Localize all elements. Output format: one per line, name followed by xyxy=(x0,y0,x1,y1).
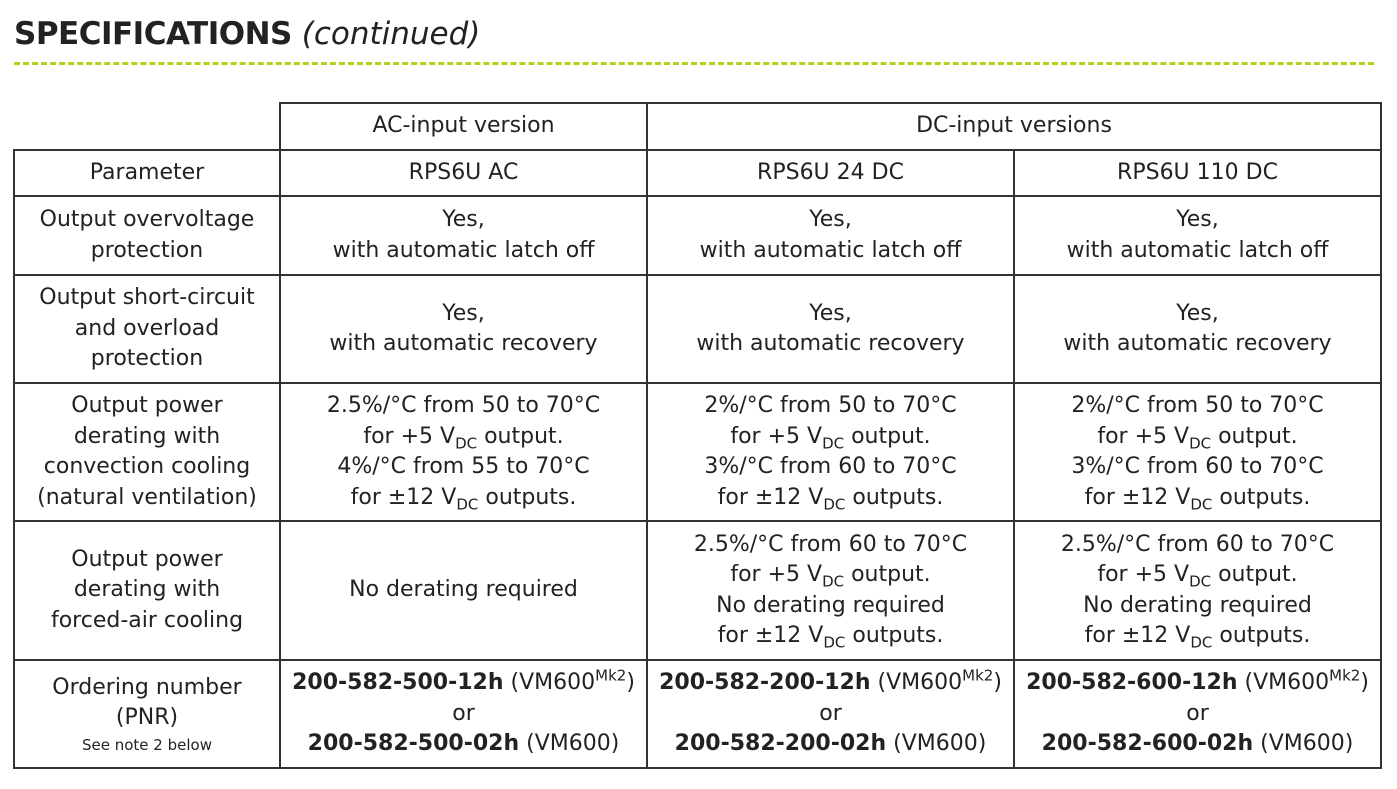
table-row xyxy=(14,196,1381,275)
table-row xyxy=(14,521,1381,660)
cell-line: Yes, xyxy=(809,300,852,326)
subscript: DC xyxy=(455,433,478,452)
cell-line xyxy=(1019,668,1376,699)
text-part: outputs. xyxy=(1212,484,1311,510)
cell-line: 2%/°C from 50 to 70°C xyxy=(1071,393,1324,418)
cell-line xyxy=(1019,729,1376,760)
part-number: 200-582-600-02h xyxy=(1041,731,1254,757)
part-number: 200-582-500-12h xyxy=(292,670,504,696)
part-number: 200-582-200-02h xyxy=(674,731,887,757)
ac-group-header: AC-input version xyxy=(280,103,647,150)
cell-line: with automatic recovery xyxy=(329,331,598,356)
cell-line: 2.5%/°C from 50 to 70°C xyxy=(326,393,601,418)
value-cell xyxy=(647,383,1014,521)
part-number: 200-582-500-02h xyxy=(307,731,520,757)
param-cell-convection xyxy=(14,383,280,521)
text-part: for +5 V xyxy=(730,562,823,587)
text-part: for ±12 V xyxy=(717,623,824,648)
cell-line: Yes, xyxy=(442,300,485,326)
cell-line xyxy=(1019,483,1376,514)
heading-main: SPECIFICATIONS xyxy=(14,16,292,52)
text-part: output. xyxy=(1211,562,1298,587)
cell-line: 3%/°C from 60 to 70°C xyxy=(704,454,957,479)
subscript: DC xyxy=(1189,572,1212,591)
text-part: output. xyxy=(1211,423,1298,449)
superscript: Mk2 xyxy=(595,666,627,685)
cell-line: No derating required xyxy=(349,577,578,603)
dc-group-header: DC-input versions xyxy=(647,103,1381,150)
cell-line: derating with xyxy=(73,577,221,603)
cell-line: Output power xyxy=(71,546,223,572)
cell-line xyxy=(285,422,642,453)
value-cell xyxy=(647,275,1014,383)
cell-line xyxy=(652,668,1009,699)
text-part: (VM600) xyxy=(519,731,620,757)
value-cell xyxy=(1014,196,1381,275)
cell-line xyxy=(652,621,1009,652)
value-cell xyxy=(647,521,1014,660)
value-cell xyxy=(1014,275,1381,383)
table-row xyxy=(14,383,1381,521)
empty-corner-cell xyxy=(14,103,280,150)
param-cell-ordering xyxy=(14,660,280,768)
text-part: (VM600 xyxy=(870,670,963,696)
column-header-row xyxy=(14,150,1381,196)
param-cell-forced-air xyxy=(14,521,280,660)
text-part: for +5 V xyxy=(1097,562,1190,587)
value-cell xyxy=(280,196,647,275)
cell-line: derating with xyxy=(73,423,221,449)
value-cell xyxy=(1014,660,1381,768)
text-part: outputs. xyxy=(478,484,577,510)
cell-line: forced-air cooling xyxy=(50,607,244,633)
cell-line: with automatic recovery xyxy=(696,331,965,356)
cell-line xyxy=(652,560,1009,591)
param-cell-overvoltage xyxy=(14,196,280,275)
cell-line: with automatic latch off xyxy=(332,237,595,263)
cell-line: (PNR) xyxy=(115,705,179,730)
superscript: Mk2 xyxy=(962,666,994,685)
cell-line: 2.5%/°C from 60 to 70°C xyxy=(693,531,968,557)
subscript: DC xyxy=(456,494,479,513)
text-part: (VM600 xyxy=(503,670,596,696)
section-heading xyxy=(14,14,480,54)
cell-line: Yes, xyxy=(442,207,485,232)
subscript: DC xyxy=(1190,633,1213,652)
cell-line: Output overvoltage xyxy=(39,207,255,232)
cell-line: No derating required xyxy=(1083,592,1312,618)
text-part: for ±12 V xyxy=(1084,484,1191,510)
subscript: DC xyxy=(822,433,845,452)
specifications-table xyxy=(13,102,1382,769)
superscript: Mk2 xyxy=(1329,666,1361,685)
parameter-header: Parameter xyxy=(14,150,280,196)
text-part: ) xyxy=(1360,670,1369,696)
dashed-divider xyxy=(14,62,1374,65)
cell-line: with automatic latch off xyxy=(1066,237,1329,263)
cell-line: or xyxy=(819,700,842,726)
cell-line: with automatic recovery xyxy=(1063,331,1332,356)
cell-line xyxy=(1019,621,1376,652)
cell-line: No derating required xyxy=(716,592,945,618)
text-part: for ±12 V xyxy=(1084,623,1191,648)
cell-line xyxy=(285,483,642,514)
text-part: output. xyxy=(844,562,931,587)
text-part: (VM600 xyxy=(1237,670,1330,696)
text-part: for +5 V xyxy=(1097,423,1190,449)
value-cell xyxy=(1014,383,1381,521)
table-row xyxy=(14,275,1381,383)
text-part: output. xyxy=(477,423,564,449)
value-cell xyxy=(1014,521,1381,660)
text-part: for +5 V xyxy=(730,423,823,449)
text-part: (VM600) xyxy=(1253,731,1354,757)
subscript: DC xyxy=(1189,433,1212,452)
text-part: outputs. xyxy=(845,623,944,648)
cell-line: convection cooling xyxy=(43,454,251,479)
cell-line xyxy=(652,729,1009,760)
cell-line: or xyxy=(452,700,475,726)
subscript: DC xyxy=(1190,494,1213,513)
cell-line xyxy=(652,422,1009,453)
cell-line: Output short-circuit xyxy=(39,285,255,311)
part-number: 200-582-600-12h xyxy=(1026,670,1238,696)
subscript: DC xyxy=(823,633,846,652)
value-cell xyxy=(280,275,647,383)
text-part: for ±12 V xyxy=(350,484,457,510)
value-cell xyxy=(647,660,1014,768)
text-part: (VM600) xyxy=(886,731,987,757)
param-cell-short-circuit xyxy=(14,275,280,383)
cell-line: protection xyxy=(90,346,204,372)
cell-line: (natural ventilation) xyxy=(37,484,257,510)
cell-line: Output power xyxy=(71,393,223,418)
text-part: output. xyxy=(844,423,931,449)
subscript: DC xyxy=(822,572,845,591)
value-cell xyxy=(647,196,1014,275)
cell-line: Yes, xyxy=(1176,207,1219,232)
value-cell xyxy=(280,660,647,768)
cell-line: with automatic latch off xyxy=(699,237,962,263)
value-cell xyxy=(280,383,647,521)
cell-line: 4%/°C from 55 to 70°C xyxy=(337,454,590,479)
cell-line: 2%/°C from 50 to 70°C xyxy=(704,393,957,418)
cell-line: 2.5%/°C from 60 to 70°C xyxy=(1060,531,1335,557)
text-part: ) xyxy=(993,670,1002,696)
cell-line: Yes, xyxy=(809,207,852,232)
text-part: outputs. xyxy=(1212,623,1311,648)
cell-line xyxy=(1019,422,1376,453)
rps6u-24dc-header: RPS6U 24 DC xyxy=(647,150,1014,196)
cell-line xyxy=(1019,560,1376,591)
cell-line xyxy=(652,483,1009,514)
cell-line xyxy=(285,729,642,760)
note-reference: See note 2 below xyxy=(82,735,212,754)
rps6u-110dc-header: RPS6U 110 DC xyxy=(1014,150,1381,196)
cell-line: or xyxy=(1186,700,1209,726)
group-header-row xyxy=(14,103,1381,150)
table-row xyxy=(14,660,1381,768)
rps6u-ac-header: RPS6U AC xyxy=(280,150,647,196)
value-cell xyxy=(280,521,647,660)
part-number: 200-582-200-12h xyxy=(659,670,871,696)
text-part: outputs. xyxy=(845,484,944,510)
subscript: DC xyxy=(823,494,846,513)
text-part: for +5 V xyxy=(363,423,456,449)
heading-continued: (continued) xyxy=(301,16,481,52)
text-part: ) xyxy=(626,670,635,696)
cell-line: Yes, xyxy=(1176,300,1219,326)
cell-line xyxy=(285,668,642,699)
cell-line: protection xyxy=(90,237,204,263)
cell-line: Ordering number xyxy=(52,674,242,700)
cell-line: and overload xyxy=(74,315,220,341)
cell-line: 3%/°C from 60 to 70°C xyxy=(1071,454,1324,479)
text-part: for ±12 V xyxy=(717,484,824,510)
